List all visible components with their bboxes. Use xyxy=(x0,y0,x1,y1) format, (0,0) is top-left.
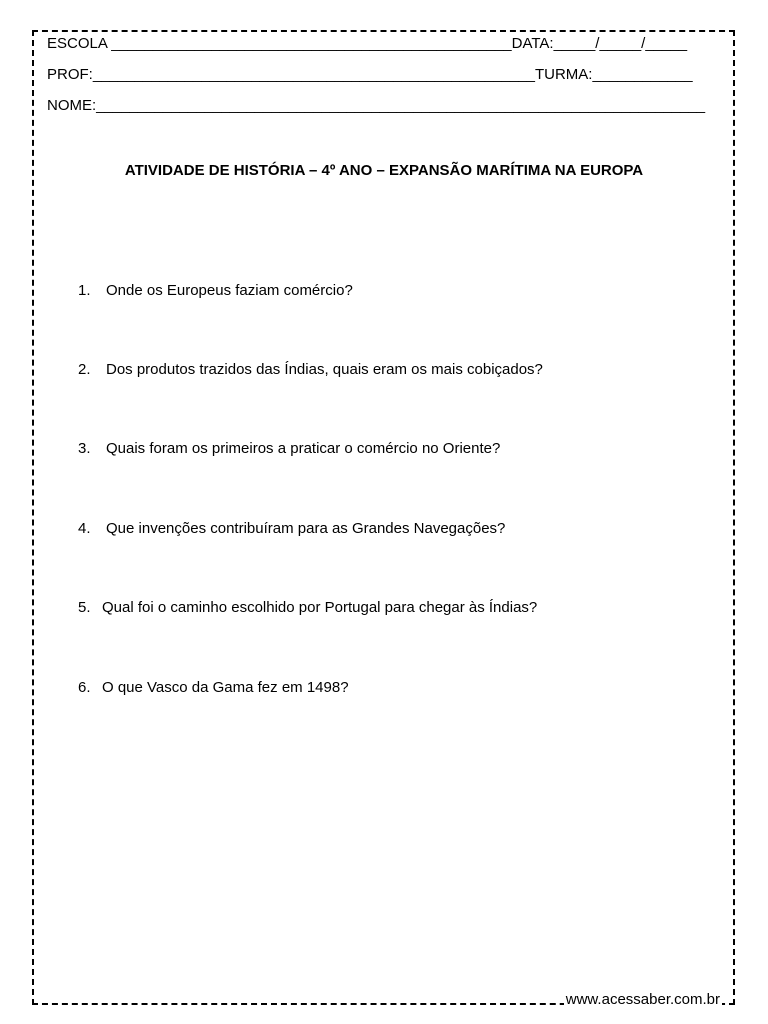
question-text: Que invenções contribuíram para as Grandes Navegações? xyxy=(106,520,506,537)
question-text: Quais foram os primeiros a praticar o comércio no Oriente? xyxy=(106,440,501,457)
question-text: Onde os Europeus faziam comércio? xyxy=(106,282,353,299)
question-text: Qual foi o caminho escolhido por Portugal para chegar às Índias? xyxy=(102,599,538,616)
question-item xyxy=(78,440,500,458)
question-item xyxy=(78,520,505,538)
question-item xyxy=(78,599,537,617)
escola-date-line: ESCOLA ________________________________________________DATA:_____/_____/_____ xyxy=(47,35,688,52)
prof-turma-line: PROF:_____________________________________________________TURMA:____________ xyxy=(47,66,693,83)
question-item xyxy=(78,361,543,379)
question-number: 2. xyxy=(78,361,91,378)
nome-line: NOME:_________________________________________________________________________ xyxy=(47,97,706,114)
activity-title: ATIVIDADE DE HISTÓRIA – 4º ANO – EXPANSÃO MARÍTIMA NA EUROPA xyxy=(124,162,644,179)
question-number: 3. xyxy=(78,440,91,457)
question-number: 4. xyxy=(78,520,91,537)
footer-website: www.acessaber.com.br xyxy=(565,991,720,1008)
question-item xyxy=(78,282,353,300)
question-item xyxy=(78,679,349,697)
question-number: 5. xyxy=(78,599,91,616)
question-number: 1. xyxy=(78,282,91,299)
question-number: 6. xyxy=(78,679,91,696)
question-text: O que Vasco da Gama fez em 1498? xyxy=(102,679,349,696)
question-text: Dos produtos trazidos das Índias, quais eram os mais cobiçados? xyxy=(106,361,543,378)
